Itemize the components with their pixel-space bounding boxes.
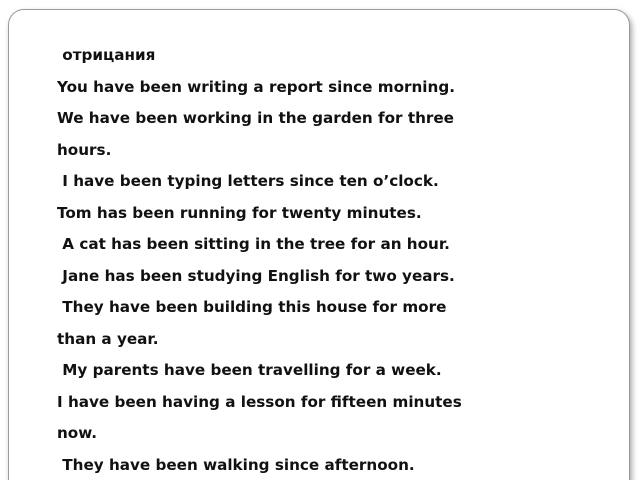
text-line: now.: [57, 424, 98, 442]
text-line: I have been having a lesson for fifteen minutes: [57, 392, 462, 411]
text-line: Jane has been studying English for two years.: [57, 266, 455, 285]
text-line: We have been working in the garden for three: [57, 109, 454, 127]
text-line: A cat has been sitting in the tree for an hour.: [57, 235, 450, 253]
text-line: You have been writing a report since morning.: [57, 77, 455, 96]
text-line: Tom has been running for twenty minutes.: [57, 203, 422, 222]
text-body: [57, 40, 557, 480]
text-line: They have been building this house for more: [57, 298, 447, 316]
text-line: They have been walking since afternoon.: [57, 455, 415, 474]
text-line: My parents have been travelling for a week.: [57, 361, 442, 379]
text-line: hours.: [57, 140, 112, 159]
text-line: I have been typing letters since ten o’clock.: [57, 172, 439, 190]
text-line-heading: отрицания: [57, 46, 156, 64]
text-line: than a year.: [57, 329, 159, 348]
